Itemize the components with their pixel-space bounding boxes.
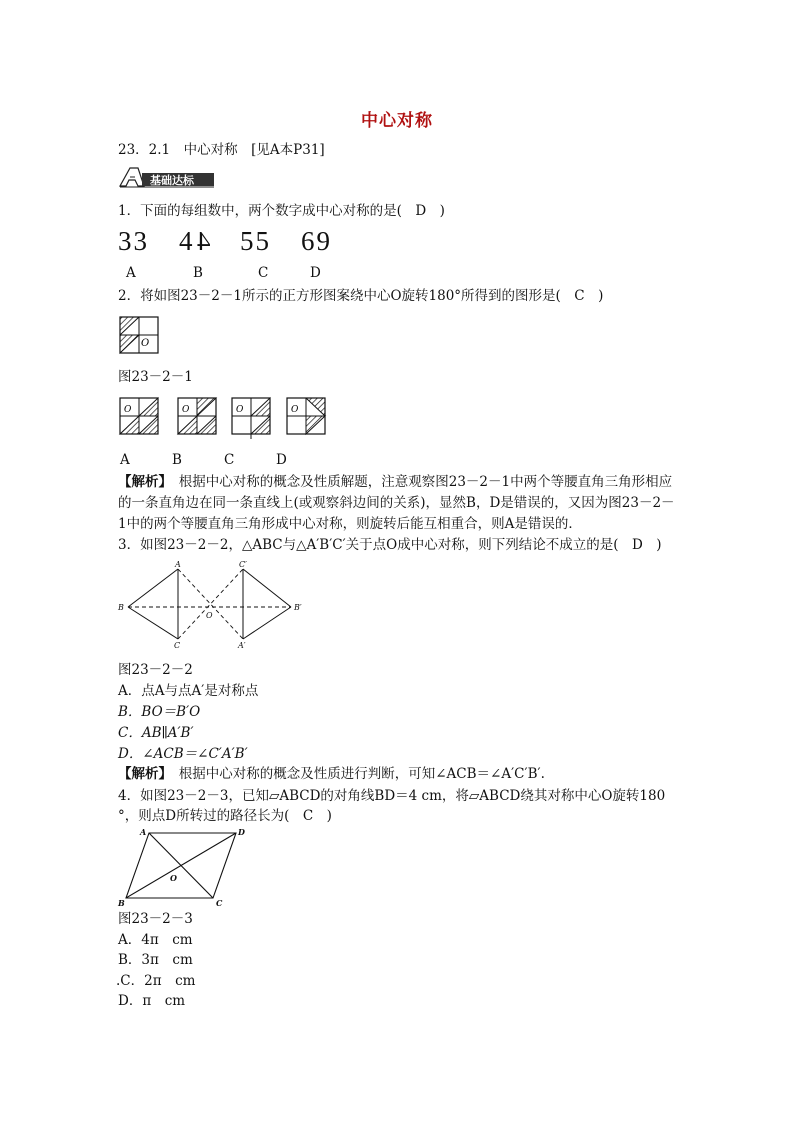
fig-23-2-1 [118, 315, 162, 355]
pt-c-prime: C′ [239, 560, 247, 569]
pt-c: C [216, 898, 223, 908]
q2-text: 2．将如图23－2－1所示的正方形图案绕中心O旋转180°所得到的图形是( C ) [118, 288, 604, 304]
q4-option-a: A．4π cm [118, 932, 193, 948]
analysis-text: 根据中心对称的概念及性质进行判断，可知∠ACB＝∠A′C′B′. [178, 766, 545, 782]
q3-text: 3．如图23－2－2，△ABC与△A′B′C′关于点O成中心对称，则下列结论不成立的是( D ) [118, 537, 662, 553]
q1-label-a: A [126, 265, 136, 281]
q3-option-c: C．AB∥A′B′ [118, 725, 194, 741]
pt-b: B [118, 603, 124, 612]
section-heading: 23．2.1 中心对称 [见A本P31] [118, 142, 325, 158]
q3-fig-caption: 图23－2－2 [118, 662, 193, 678]
pt-a-prime: A′ [238, 641, 246, 650]
q3-option-b: B．BO＝B′O [118, 704, 201, 720]
q1-label-d: D [310, 265, 321, 281]
pt-b: B [118, 898, 125, 908]
analysis-tag: 【解析】 [118, 474, 172, 490]
mirrored-four: 4 [194, 226, 210, 256]
q4-option-c: .C．2π cm [116, 973, 196, 989]
q4-option-d: D．π cm [118, 993, 186, 1009]
q1-label-c: C [258, 265, 269, 281]
q2-label-c: C [224, 452, 235, 468]
q2-label-d: D [276, 452, 287, 468]
q1-group-d: 69 [301, 226, 332, 256]
q2-label-b: B [172, 452, 182, 468]
q1-digit-groups [118, 226, 362, 257]
q1-group-c: 55 [240, 226, 271, 256]
svg-text:O: O [291, 405, 299, 415]
q2-option-c-fig [230, 396, 272, 440]
q2-label-a: A [120, 452, 130, 468]
q3-analysis [118, 764, 545, 784]
badge-basic [118, 166, 216, 188]
pt-a: A [140, 827, 147, 837]
svg-text:O: O [124, 405, 132, 415]
q2-option-d-fig [285, 396, 327, 436]
q3-option-a: A．点A与点A′是对称点 [118, 683, 259, 699]
fig-23-2-3 [116, 826, 248, 908]
q2-option-a-fig [118, 396, 160, 436]
pt-o: O [170, 873, 177, 883]
q2-option-b-fig [176, 396, 218, 436]
q1-group-b: 44 [179, 226, 210, 256]
q4-fig-caption: 图23－2－3 [118, 911, 193, 927]
badge-logo-icon [118, 166, 216, 188]
pt-o: O [206, 611, 213, 620]
svg-text:O: O [182, 405, 190, 415]
q4-text-line1: 4．如图23－2－3，已知▱ABCD的对角线BD＝4 cm，将▱ABCD绕其对称中心O旋转180 [118, 788, 666, 804]
q4-text-line2: °，则点D所转过的路径长为( C ) [118, 808, 332, 824]
q4-option-b: B．3π cm [118, 952, 193, 968]
pt-a: A [175, 560, 181, 569]
pt-d: D [238, 827, 245, 837]
pt-b-prime: B′ [294, 603, 302, 612]
center-o-label: O [141, 338, 150, 349]
q1-label-b: B [193, 265, 203, 281]
q2-analysis [118, 472, 678, 535]
fig-23-2-2 [116, 560, 316, 654]
q2-fig-caption: 图23－2－1 [118, 369, 193, 385]
analysis-text: 根据中心对称的概念及性质解题，注意观察图23－2－1中两个等腰直角三角形相应的一条直角边在同一条直线上(或观察斜边间的关系)，显然B，D是错误的，又因为图23－2－1中的两个等腰直角三角形成中心对称，则旋转后能互相重合，则A是错误的． [118, 474, 675, 532]
q1-text: 1．下面的每组数中，两个数字成中心对称的是( D ) [118, 203, 445, 219]
q3-option-d: D．∠ACB＝∠C′A′B′ [118, 746, 248, 762]
q1-group-a: 33 [118, 226, 149, 256]
analysis-tag: 【解析】 [118, 766, 172, 782]
badge-label: 基础达标 [150, 174, 194, 187]
page-title: 中心对称 [361, 111, 433, 131]
svg-text:O: O [236, 405, 244, 415]
pt-c: C [174, 641, 181, 650]
